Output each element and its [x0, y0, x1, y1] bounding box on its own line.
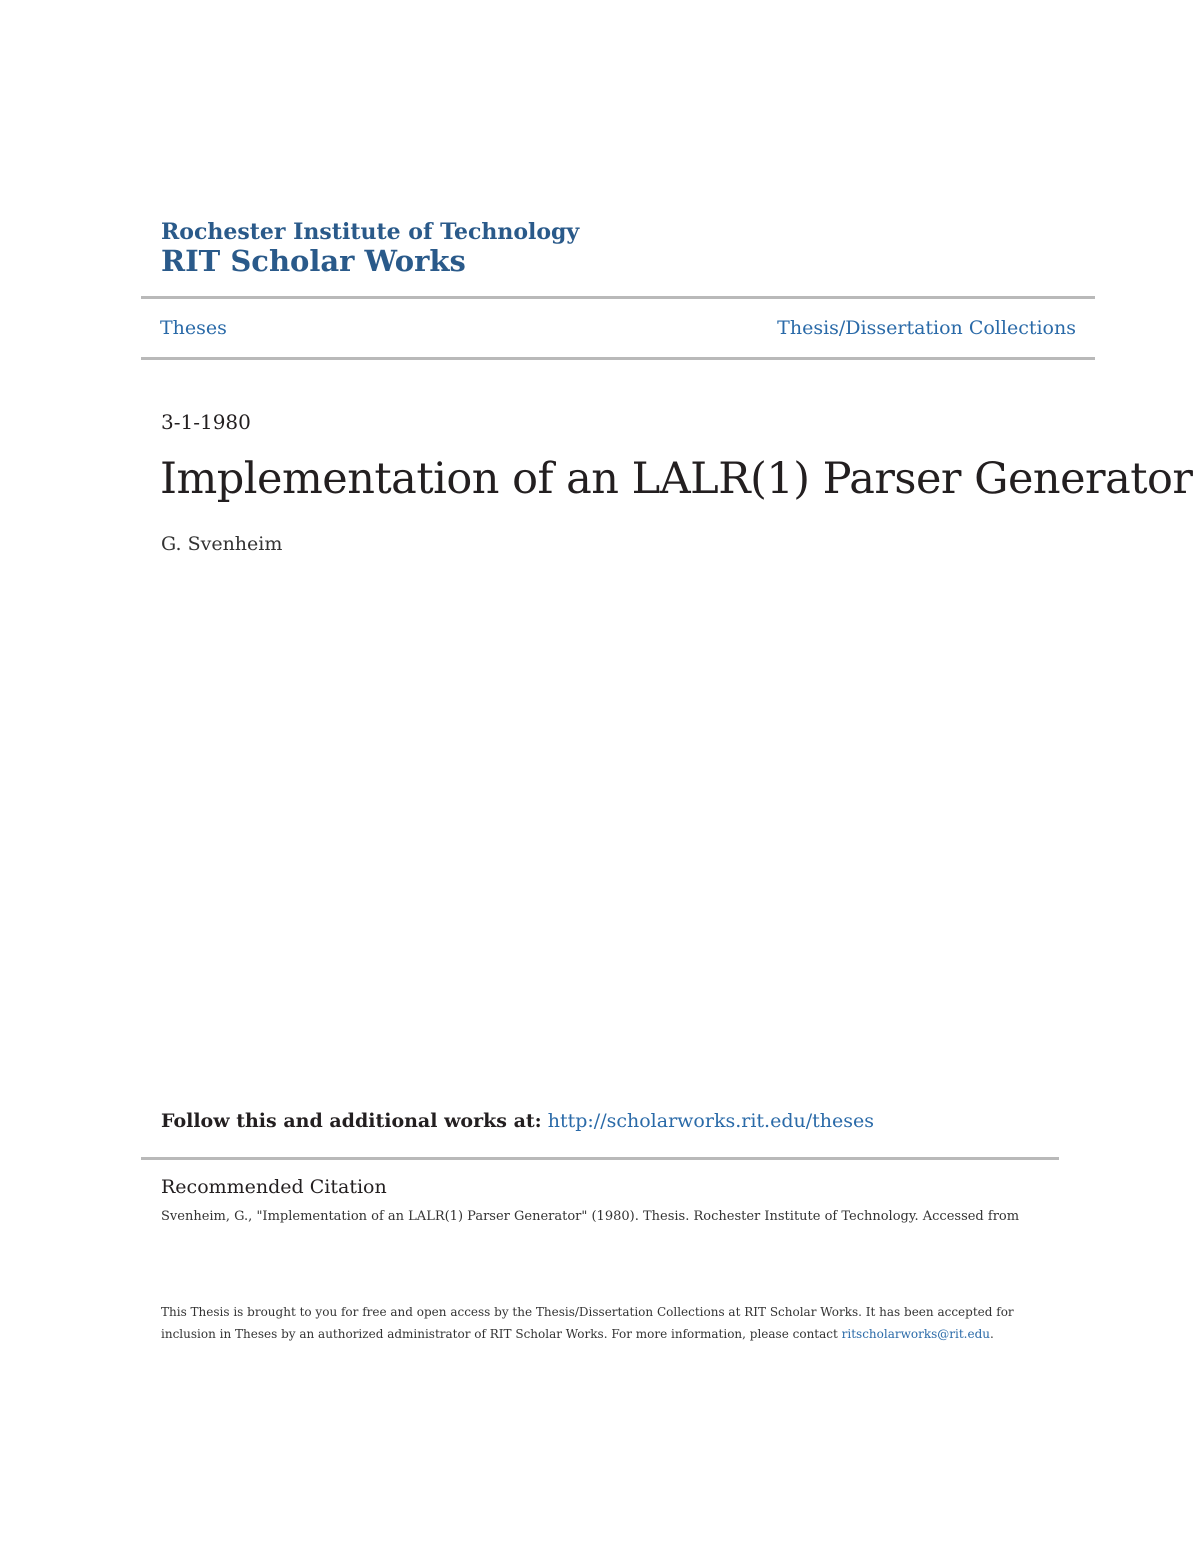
follow-url-link[interactable]: http://scholarworks.rit.edu/theses [547, 1110, 874, 1132]
document-title: Implementation of an LALR(1) Parser Generator [160, 454, 1193, 504]
follow-label: Follow this and additional works at: [161, 1110, 542, 1132]
citation-heading: Recommended Citation [161, 1176, 387, 1198]
contact-email-link[interactable]: ritscholarworks@rit.edu [841, 1327, 990, 1341]
citation-divider [141, 1157, 1059, 1160]
institution-name: Rochester Institute of Technology [161, 219, 580, 245]
publication-date: 3-1-1980 [161, 410, 251, 434]
nav-divider [141, 357, 1095, 360]
repository-name: RIT Scholar Works [161, 244, 466, 278]
author-name: G. Svenheim [161, 533, 283, 555]
notice-end: . [990, 1327, 994, 1341]
theses-link[interactable]: Theses [160, 317, 227, 339]
top-divider [141, 296, 1095, 299]
collections-link[interactable]: Thesis/Dissertation Collections [777, 317, 1076, 339]
citation-text: Svenheim, G., "Implementation of an LALR(1) Parser Generator" (1980). Thesis. Rochester Institute of Technology. Accessed from [161, 1209, 1020, 1224]
access-notice [161, 1301, 1041, 1345]
follow-line [161, 1110, 874, 1132]
notice-text: This Thesis is brought to you for free and open access by the Thesis/Dissertation Collections at RIT Scholar Works. It has been accepted for inclusion in Theses by an authorized administrator of RIT Scholar Works. For more information, please contact [161, 1305, 1014, 1341]
